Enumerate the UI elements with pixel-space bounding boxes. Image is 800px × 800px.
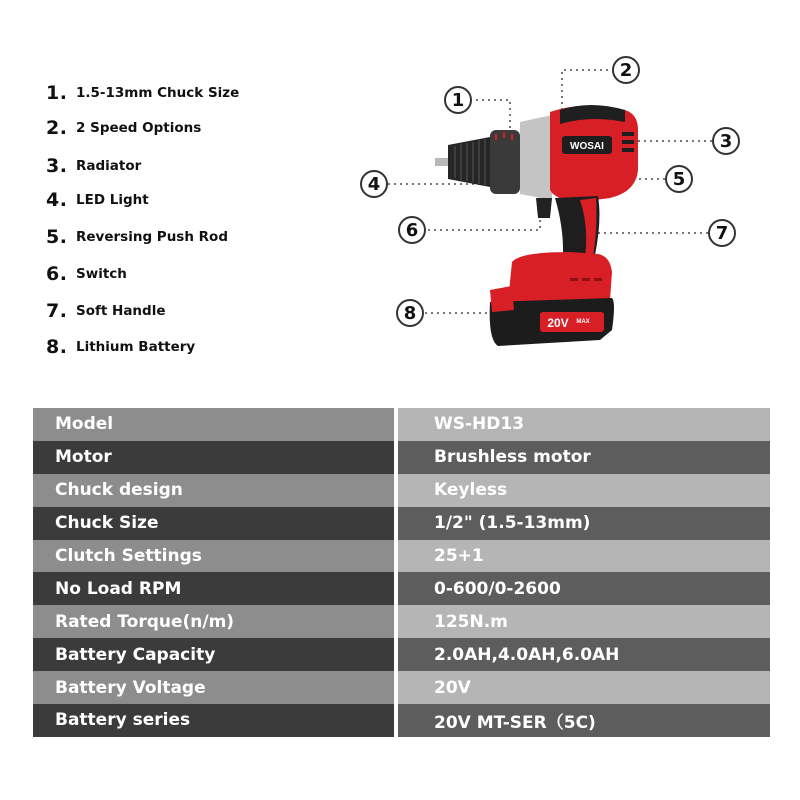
drill-figure: [340, 40, 760, 380]
battery-voltage-text: 20V: [547, 316, 569, 330]
feature-item: [46, 81, 239, 105]
feature-item: [46, 154, 141, 178]
feature-label: Reversing Push Rod: [76, 229, 228, 245]
table-row: [33, 638, 770, 671]
spec-value: Keyless: [398, 474, 770, 507]
gear-housing: [520, 115, 552, 200]
callout-5: 5: [665, 165, 693, 193]
spec-key: Battery Capacity: [33, 638, 394, 671]
spec-value: 1/2" (1.5-13mm): [398, 507, 770, 540]
feature-number: 6.: [46, 263, 68, 285]
spec-key: Clutch Settings: [33, 540, 394, 573]
feature-list: [0, 0, 330, 380]
feature-label: 1.5-13mm Chuck Size: [76, 85, 240, 101]
spec-value: 20V: [398, 671, 770, 704]
feature-item: [46, 335, 195, 359]
feature-number: 4.: [46, 189, 68, 211]
table-row: [33, 671, 770, 704]
callout-4: 4: [360, 170, 388, 198]
table-row: [33, 408, 770, 441]
battery-top: [508, 252, 612, 302]
spec-key: Chuck design: [33, 474, 394, 507]
trigger: [536, 198, 552, 218]
spec-key: Model: [33, 408, 394, 441]
feature-item: [46, 299, 166, 323]
callout-8: 8: [396, 299, 424, 327]
table-row: [33, 441, 770, 474]
table-row: [33, 704, 770, 737]
feature-item: [46, 116, 201, 140]
table-row: [33, 572, 770, 605]
rear-vents: [622, 132, 634, 152]
chuck: [448, 137, 490, 187]
spec-value: 125N.m: [398, 605, 770, 638]
callout-3: 3: [712, 127, 740, 155]
feature-label: 2 Speed Options: [76, 120, 202, 136]
feature-label: Radiator: [76, 158, 142, 174]
callout-6: 6: [398, 216, 426, 244]
battery-release-button: [490, 286, 514, 312]
callout-7: 7: [708, 219, 736, 247]
feature-label: Lithium Battery: [76, 339, 196, 355]
spec-key: Rated Torque(n/m): [33, 605, 394, 638]
spec-value: 25+1: [398, 540, 770, 573]
spec-key: Motor: [33, 441, 394, 474]
feature-number: 7.: [46, 300, 68, 322]
drill-illustration: [340, 40, 760, 380]
table-row: [33, 605, 770, 638]
spec-value: 20V MT-SER（5C): [398, 704, 770, 737]
brand-logo: WOSAI: [570, 141, 604, 152]
battery-max-text: MAX: [576, 319, 590, 325]
spec-value: 2.0AH,4.0AH,6.0AH: [398, 638, 770, 671]
spec-key: Chuck Size: [33, 507, 394, 540]
bit-tip: [435, 158, 449, 166]
spec-key: Battery series: [33, 704, 394, 737]
spec-table: [33, 408, 770, 737]
spec-value: WS-HD13: [398, 408, 770, 441]
clutch-ring: [490, 130, 520, 194]
feature-label: Switch: [76, 266, 127, 282]
table-row: [33, 507, 770, 540]
feature-item: [46, 225, 228, 249]
spec-value: 0-600/0-2600: [398, 572, 770, 605]
table-row: [33, 540, 770, 573]
spec-value: Brushless motor: [398, 441, 770, 474]
spec-key: Battery Voltage: [33, 671, 394, 704]
feature-number: 8.: [46, 336, 68, 358]
feature-item: [46, 188, 149, 212]
feature-number: 2.: [46, 117, 68, 139]
battery-vents: [570, 278, 602, 281]
spec-key: No Load RPM: [33, 572, 394, 605]
feature-label: Soft Handle: [76, 303, 166, 319]
table-row: [33, 474, 770, 507]
callout-1: 1: [444, 86, 472, 114]
feature-number: 3.: [46, 155, 68, 177]
feature-number: 1.: [46, 82, 68, 104]
callout-2: 2: [612, 56, 640, 84]
feature-label: LED Light: [76, 192, 149, 208]
feature-item: [46, 262, 127, 286]
feature-number: 5.: [46, 226, 68, 248]
